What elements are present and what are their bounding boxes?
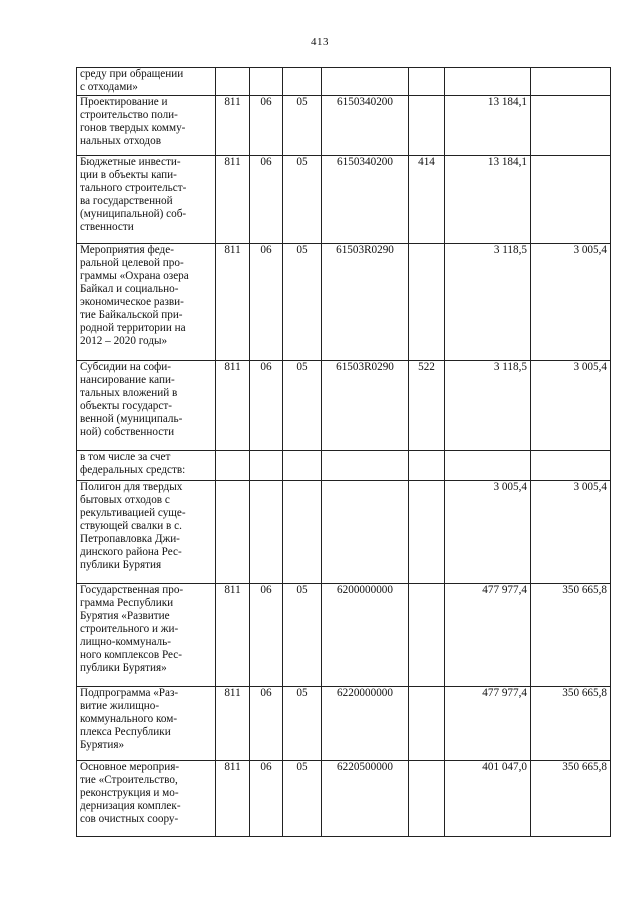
section-code xyxy=(250,68,283,96)
subsection-code: 05 xyxy=(283,687,322,761)
table-row xyxy=(77,156,611,244)
section-code: 06 xyxy=(250,96,283,156)
item-name: Полигон для твердых бытовых отходов с рекультивацией суще- ствующей свалки в с. Петропавловка Джи- динского района Рес- публики Бурятия xyxy=(77,481,216,584)
amount-first xyxy=(445,68,531,96)
agency-code xyxy=(216,68,250,96)
expense-type-code: 414 xyxy=(409,156,445,244)
amount-first: 477 977,4 xyxy=(445,584,531,687)
amount-second xyxy=(531,96,611,156)
table-row xyxy=(77,68,611,96)
amount-second xyxy=(531,451,611,481)
target-article-code: 61503R0290 xyxy=(322,361,409,451)
expense-type-code xyxy=(409,451,445,481)
agency-code xyxy=(216,451,250,481)
amount-first: 3 118,5 xyxy=(445,361,531,451)
target-article-code: 6150340200 xyxy=(322,96,409,156)
subsection-code xyxy=(283,451,322,481)
agency-code: 811 xyxy=(216,761,250,837)
amount-first: 3 118,5 xyxy=(445,244,531,361)
subsection-code xyxy=(283,68,322,96)
table-row xyxy=(77,451,611,481)
item-name: Государственная про- грамма Республики Бурятия «Развитие строительного и жи- лищно-коммуналь- ного комплексов Рес- публики Бурятия» xyxy=(77,584,216,687)
section-code: 06 xyxy=(250,584,283,687)
subsection-code: 05 xyxy=(283,761,322,837)
subsection-code: 05 xyxy=(283,584,322,687)
section-code: 06 xyxy=(250,687,283,761)
amount-second: 350 665,8 xyxy=(531,584,611,687)
page-number: 413 xyxy=(311,36,329,48)
target-article-code xyxy=(322,451,409,481)
amount-first: 13 184,1 xyxy=(445,156,531,244)
item-name: Субсидии на софи- нансирование капи- тальных вложений в объекты государст- венной (муниципаль- ной) собственности xyxy=(77,361,216,451)
table-row xyxy=(77,687,611,761)
subsection-code: 05 xyxy=(283,244,322,361)
section-code: 06 xyxy=(250,156,283,244)
agency-code: 811 xyxy=(216,687,250,761)
expense-type-code xyxy=(409,761,445,837)
amount-second xyxy=(531,68,611,96)
amount-second: 350 665,8 xyxy=(531,687,611,761)
subsection-code: 05 xyxy=(283,156,322,244)
amount-second: 3 005,4 xyxy=(531,481,611,584)
item-name: Основное мероприя- тие «Строительство, реконструкция и мо- дернизация комплек- сов очистных соору- xyxy=(77,761,216,837)
table-row xyxy=(77,761,611,837)
amount-second: 350 665,8 xyxy=(531,761,611,837)
item-name: Проектирование и строительство поли- гонов твердых комму- нальных отходов xyxy=(77,96,216,156)
table-row xyxy=(77,584,611,687)
agency-code: 811 xyxy=(216,96,250,156)
target-article-code: 6150340200 xyxy=(322,156,409,244)
amount-first: 401 047,0 xyxy=(445,761,531,837)
item-name: в том числе за счет федеральных средств: xyxy=(77,451,216,481)
target-article-code: 61503R0290 xyxy=(322,244,409,361)
expense-type-code xyxy=(409,244,445,361)
expense-type-code xyxy=(409,584,445,687)
section-code: 06 xyxy=(250,761,283,837)
agency-code: 811 xyxy=(216,584,250,687)
agency-code: 811 xyxy=(216,244,250,361)
section-code xyxy=(250,481,283,584)
section-code: 06 xyxy=(250,361,283,451)
target-article-code: 6220000000 xyxy=(322,687,409,761)
amount-second: 3 005,4 xyxy=(531,244,611,361)
item-name: Бюджетные инвести- ции в объекты капи- тального строительст- ва государственной (муниципальной) соб- ственности xyxy=(77,156,216,244)
target-article-code: 6220500000 xyxy=(322,761,409,837)
budget-table xyxy=(76,67,611,837)
agency-code xyxy=(216,481,250,584)
section-code xyxy=(250,451,283,481)
agency-code: 811 xyxy=(216,156,250,244)
item-name: Мероприятия феде- ральной целевой про- граммы «Охрана озера Байкал и социально- экономическое разви- тие Байкальской при- родной территории на 2012 – 2020 годы» xyxy=(77,244,216,361)
target-article-code: 6200000000 xyxy=(322,584,409,687)
expense-type-code: 522 xyxy=(409,361,445,451)
amount-first: 477 977,4 xyxy=(445,687,531,761)
expense-type-code xyxy=(409,687,445,761)
amount-second xyxy=(531,156,611,244)
table-row xyxy=(77,481,611,584)
target-article-code xyxy=(322,68,409,96)
item-name: Подпрограмма «Раз- витие жилищно- коммунального ком- плекса Республики Бурятия» xyxy=(77,687,216,761)
target-article-code xyxy=(322,481,409,584)
amount-second: 3 005,4 xyxy=(531,361,611,451)
table-row xyxy=(77,244,611,361)
subsection-code: 05 xyxy=(283,361,322,451)
table-row xyxy=(77,96,611,156)
table-row xyxy=(77,361,611,451)
subsection-code xyxy=(283,481,322,584)
amount-first xyxy=(445,451,531,481)
agency-code: 811 xyxy=(216,361,250,451)
expense-type-code xyxy=(409,68,445,96)
section-code: 06 xyxy=(250,244,283,361)
item-name: среду при обращении с отходами» xyxy=(77,68,216,96)
expense-type-code xyxy=(409,96,445,156)
expense-type-code xyxy=(409,481,445,584)
amount-first: 3 005,4 xyxy=(445,481,531,584)
subsection-code: 05 xyxy=(283,96,322,156)
amount-first: 13 184,1 xyxy=(445,96,531,156)
